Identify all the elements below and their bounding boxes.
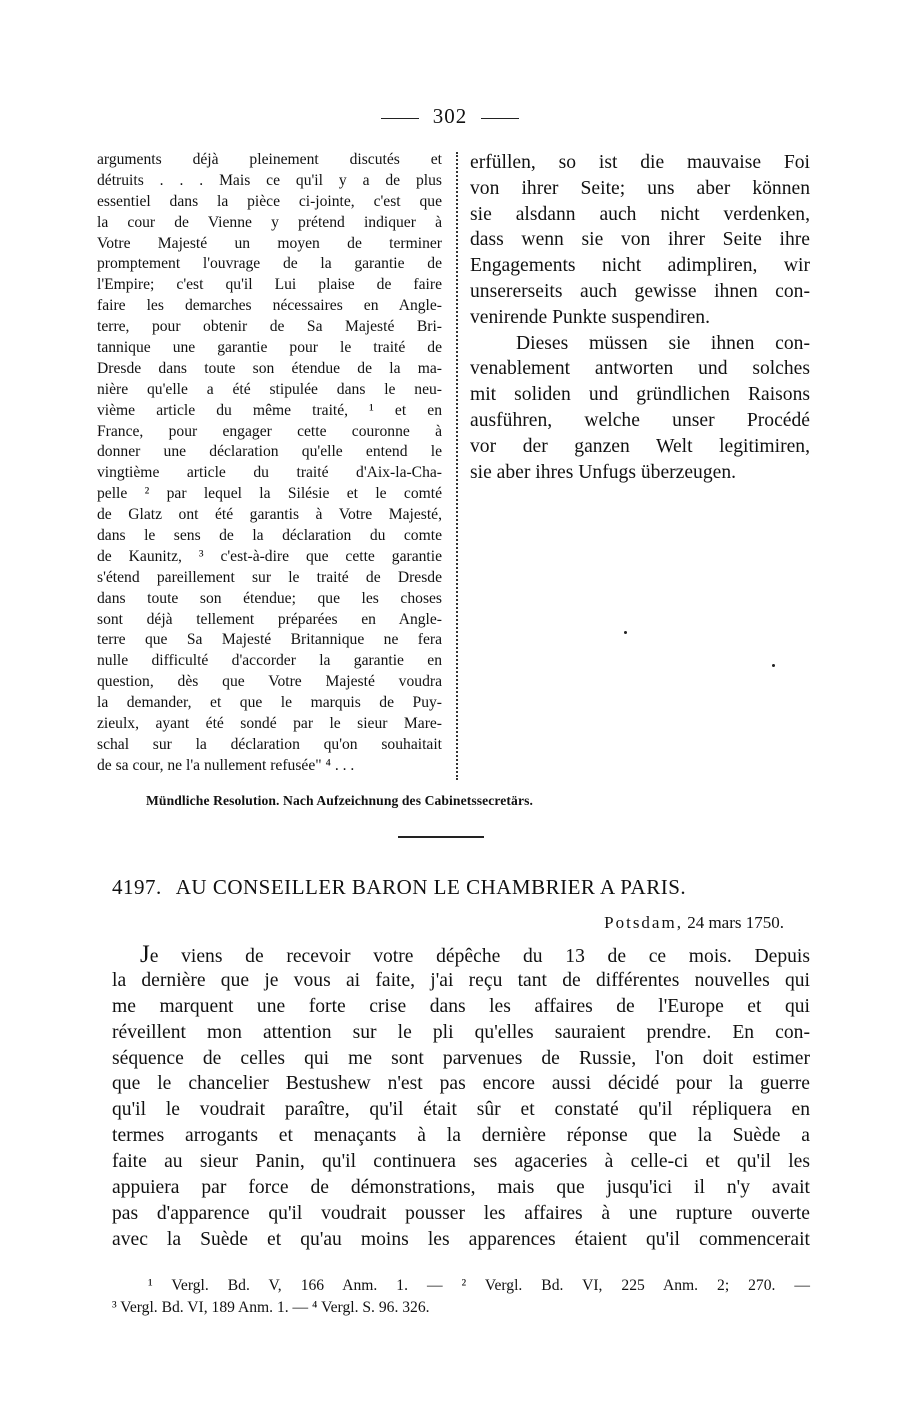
text-line: Votre Majesté un moyen de terminer — [97, 234, 442, 252]
text-line: venirende Punkte suspendiren. — [470, 306, 710, 328]
dateline — [604, 913, 784, 933]
print-speck — [772, 664, 775, 667]
text-line: la dernière que je vous ai faite, j'ai reçu tant de différentes nouvelles qui — [112, 969, 810, 991]
text-line: France, pour engager cette couronne à — [97, 422, 442, 440]
text-line: promptement l'ouvrage de la garantie de — [97, 255, 442, 273]
text-line: vième article du même traité, ¹ et en — [97, 401, 442, 419]
text-line: détruits . . . Mais ce qu'il y a de plus — [97, 171, 442, 189]
text-line: de sa cour, ne l'a nullement refusée" ⁴ . . . — [97, 756, 355, 774]
text-line: nière qu'elle a été stipulée dans le neu- — [97, 380, 442, 398]
letter-body — [112, 942, 810, 1253]
text-line: la demander, et que le marquis de Puy- — [97, 694, 442, 712]
text-line: de Kaunitz, ³ c'est-à-dire que cette garantie — [97, 547, 442, 565]
text-line: sie aber ihres Unfugs überzeugen. — [470, 461, 737, 483]
text-line: venablement antworten und solches — [470, 358, 810, 380]
text-line: terre, pour obtenir de Sa Majesté Bri- — [97, 318, 442, 336]
page-number-dash-right — [481, 118, 519, 119]
text-line-content: e viens de recevoir votre dépêche du 13 de ce mois. Depuis — [149, 946, 810, 967]
drop-cap: J — [140, 941, 150, 968]
text-line: schal sur la déclaration qu'on souhaitait — [97, 735, 442, 753]
text-line: dans le sens de la déclaration du comte — [97, 527, 442, 545]
text-line: de Glatz ont été garantis à Votre Majesté, — [97, 506, 442, 524]
text-line: Dieses müssen sie ihnen con- — [516, 332, 810, 354]
resolution-note: Mündliche Resolution. Nach Aufzeichnung des Cabinetssecretärs. — [146, 793, 533, 808]
text-line: Dresde dans toute son étendue de la ma- — [97, 359, 442, 377]
column-divider — [456, 152, 458, 780]
text-line: von ihrer Seite; uns aber können — [470, 177, 810, 199]
page-number — [0, 104, 900, 129]
text-line: vingtième article du traité d'Aix-la-Cha- — [97, 464, 442, 482]
text-line: réveillent mon attention sur le pli qu'elles sauraient prendre. En con- — [112, 1021, 810, 1043]
text-line: appuiera par force de démonstrations, mais que jusqu'ici il n'y avait — [112, 1177, 810, 1199]
footnote-line: ³ Vergl. Bd. VI, 189 Anm. 1. — ⁴ Vergl. S. 96. 326. — [112, 1299, 430, 1316]
text-line: unsererseits auch gewisse ihnen con- — [470, 280, 810, 302]
text-line: l'Empire; c'est qu'il Lui plaise de faire — [97, 276, 442, 294]
text-line: séquence de celles qui me sont parvenues de Russie, l'on doit estimer — [112, 1047, 810, 1069]
text-line: terre que Sa Majesté Britannique ne fera — [97, 631, 442, 649]
footnotes — [112, 1275, 810, 1319]
text-line — [112, 942, 810, 968]
text-line: mit soliden und gründlichen Raisons — [470, 384, 810, 406]
text-line: tannique une garantie pour le traité de — [97, 339, 442, 357]
dateline-place: Potsdam, — [604, 913, 683, 932]
text-line: termes arrogants et menaçants à la dernière réponse que la Suède a — [112, 1125, 810, 1147]
text-line: pelle ² par lequel la Silésie et le comté — [97, 485, 442, 503]
footnote-line: ¹ Vergl. Bd. V, 166 Anm. 1. — ² Vergl. Bd. VI, 225 Anm. 2; 270. — — [148, 1277, 810, 1294]
text-line: sie alsdann auch nicht verdenken, — [470, 203, 810, 225]
text-line: question, dès que Votre Majesté voudra — [97, 673, 442, 691]
dateline-date: 24 mars 1750. — [687, 913, 784, 932]
text-line: avec la Suède et qu'au moins les apparences étaient qu'il commencerait — [112, 1228, 810, 1250]
text-line: vor der ganzen Welt legitimiren, — [470, 435, 810, 457]
letter-title: AU CONSEILLER BARON LE CHAMBRIER A PARIS. — [175, 875, 687, 899]
text-line: arguments déjà pleinement discutés et — [97, 151, 442, 168]
letter-number: 4197. — [112, 875, 162, 899]
print-speck — [624, 631, 627, 634]
text-line: essentiel dans la pièce ci-jointe, c'est que — [97, 192, 442, 210]
text-line: dass wenn sie von ihrer Seite ihre — [470, 229, 810, 251]
text-line: ausführen, welche unser Procédé — [470, 409, 810, 431]
text-line: s'étend pareillement sur le traité de Dresde — [97, 568, 442, 586]
text-line: faite au sieur Panin, qu'il continuera ses agaceries à celle-ci et qu'il les — [112, 1151, 810, 1173]
right-column-german-text — [470, 150, 810, 485]
section-rule — [398, 836, 484, 838]
text-line: donner une déclaration qu'elle entend le — [97, 443, 442, 461]
text-line: la cour de Vienne y prétend indiquer à — [97, 213, 442, 231]
text-line: dans toute son étendue; que les choses — [97, 589, 442, 607]
text-line: Engagements nicht adimpliren, wir — [470, 255, 810, 277]
text-line: qu'il le voudrait paraître, qu'il était sûr et constaté qu'il répliquera en — [112, 1099, 810, 1121]
text-line: me marquent une forte crise dans les affaires de l'Europe et qui — [112, 995, 810, 1017]
text-line: zieulx, ayant été sondé par le sieur Mare- — [97, 715, 442, 733]
text-line: nulle difficulté d'accorder la garantie en — [97, 652, 442, 670]
text-line: que le chancelier Bestushew n'est pas encore aussi décidé pour la guerre — [112, 1073, 810, 1095]
left-column-french-text — [97, 150, 442, 777]
letter-heading — [112, 875, 686, 900]
text-line: faire les demarches nécessaires en Angle- — [97, 297, 442, 315]
text-line: erfüllen, so ist die mauvaise Foi — [470, 152, 810, 173]
page-number-text: 302 — [432, 104, 468, 128]
text-line: sont déjà tellement préparées en Angle- — [97, 610, 442, 628]
page-number-dash-left — [381, 118, 419, 119]
text-line: pas d'apparence qu'il voudrait pousser les affaires à une rupture ouverte — [112, 1202, 810, 1224]
